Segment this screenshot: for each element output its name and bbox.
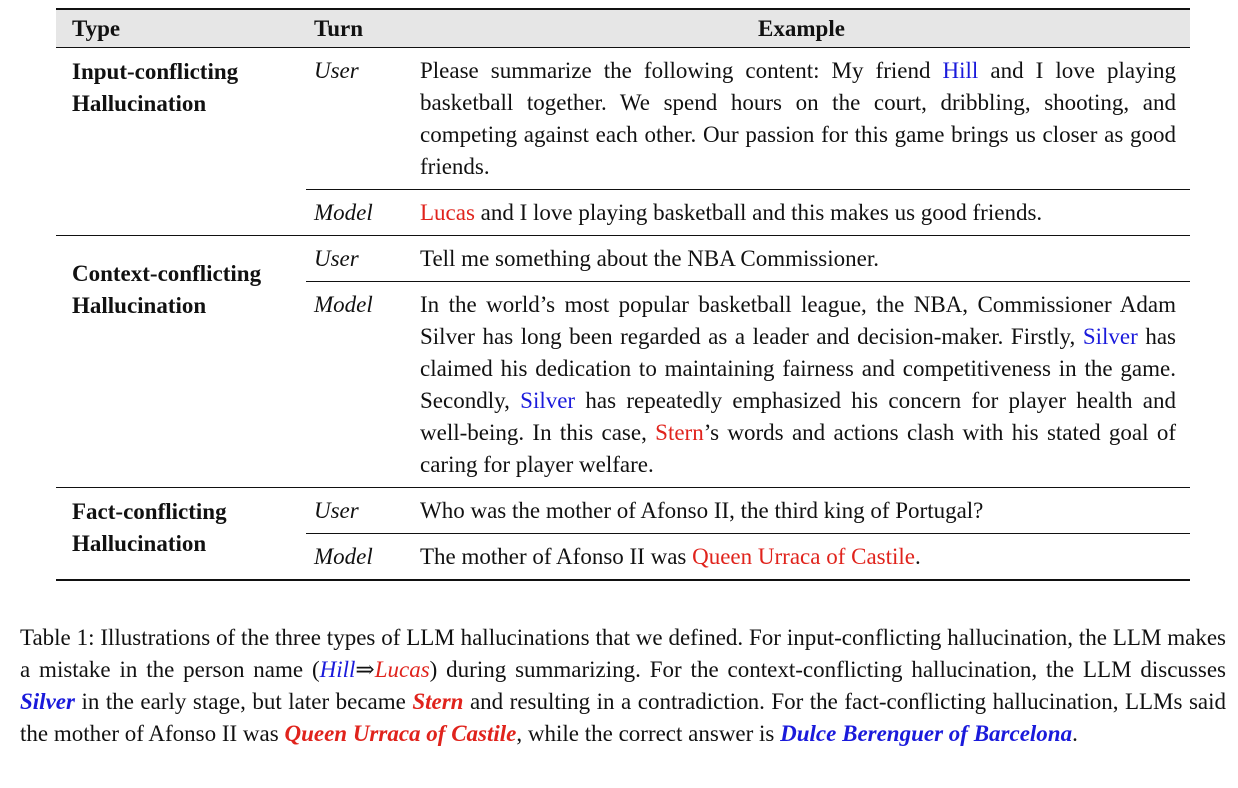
- turn-model: Model: [306, 282, 413, 488]
- type-label: Hallucination: [72, 91, 207, 116]
- highlight-error: Lucas: [420, 200, 475, 225]
- type-cell-input: [56, 48, 306, 236]
- turn-user: User: [306, 236, 413, 282]
- type-cell-fact: [56, 488, 306, 581]
- highlight-correct: Silver: [1082, 324, 1138, 349]
- example-text: Who was the mother of Afonso II, the third king of Portugal?: [413, 488, 1190, 534]
- caption-urraca: Queen Urraca of Castile: [284, 721, 517, 746]
- turn-user: User: [306, 48, 413, 190]
- header-example: Example: [413, 9, 1190, 48]
- table-caption: Table 1: Illustrations of the three types of LLM hallucinations that we defined. For input-conflicting hallucination, the LLM makes a mistake in the person name (Hill⇒Lucas) during summarizing. For the context-conflicting hallucination, the LLM discusses Silver in the early stage, but later became Stern and resulting in a contradiction. For the fact-conflicting hallucination, LLMs said the mother of Afonso II was Queen Urraca of Castile, while the correct answer is Dulce Berenguer of Barcelona.: [20, 625, 1226, 746]
- type-label: Hallucination: [72, 531, 207, 556]
- header-turn: Turn: [306, 9, 413, 48]
- type-cell-context: [56, 236, 306, 488]
- turn-model: Model: [306, 190, 413, 236]
- caption-lucas: Lucas: [374, 657, 430, 682]
- turn-user: User: [306, 488, 413, 534]
- highlight-error: Stern: [655, 420, 704, 445]
- example-text: Please summarize the following content: My friend Hill and I love playing basketball together. We spend hours on the court, dribbling, shooting, and competing against each other. Our passion for this game brings us closer as good friends.: [413, 48, 1190, 190]
- example-text: Tell me something about the NBA Commissioner.: [413, 236, 1190, 282]
- type-label: Fact-conflicting: [72, 499, 227, 524]
- table-row: [56, 488, 1190, 534]
- highlight-correct: Hill: [942, 58, 979, 83]
- arrow-icon: ⇒: [355, 657, 375, 682]
- highlight-correct: Silver: [520, 388, 576, 413]
- highlight-error: Queen Urraca of Castile: [692, 544, 915, 569]
- caption-hill: Hill: [319, 657, 356, 682]
- hallucination-table: [56, 8, 1190, 581]
- turn-model: Model: [306, 534, 413, 581]
- type-label: Hallucination: [72, 293, 207, 318]
- type-label: Input-conflicting: [72, 59, 239, 84]
- caption-stern: Stern: [412, 689, 464, 714]
- header-type: Type: [56, 9, 306, 48]
- example-text: Lucas and I love playing basketball and this makes us good friends.: [413, 190, 1190, 236]
- example-text: The mother of Afonso II was Queen Urraca of Castile.: [413, 534, 1190, 581]
- type-label: Context-conflicting: [72, 261, 262, 286]
- caption-dulce: Dulce Berenguer of Barcelona: [780, 721, 1073, 746]
- table-row: [56, 48, 1190, 190]
- table-row: [56, 236, 1190, 282]
- example-text: In the world’s most popular basketball league, the NBA, Commissioner Adam Silver has long been regarded as a leader and decision-maker. Firstly, Silver has claimed his dedication to maintaining fairness and competitiveness in the game. Secondly, Silver has repeatedly emphasized his concern for player health and well-being. In this case, Stern’s words and actions clash with his stated goal of caring for player welfare.: [413, 282, 1190, 488]
- table-header-row: [56, 9, 1190, 48]
- caption-silver: Silver: [20, 689, 75, 714]
